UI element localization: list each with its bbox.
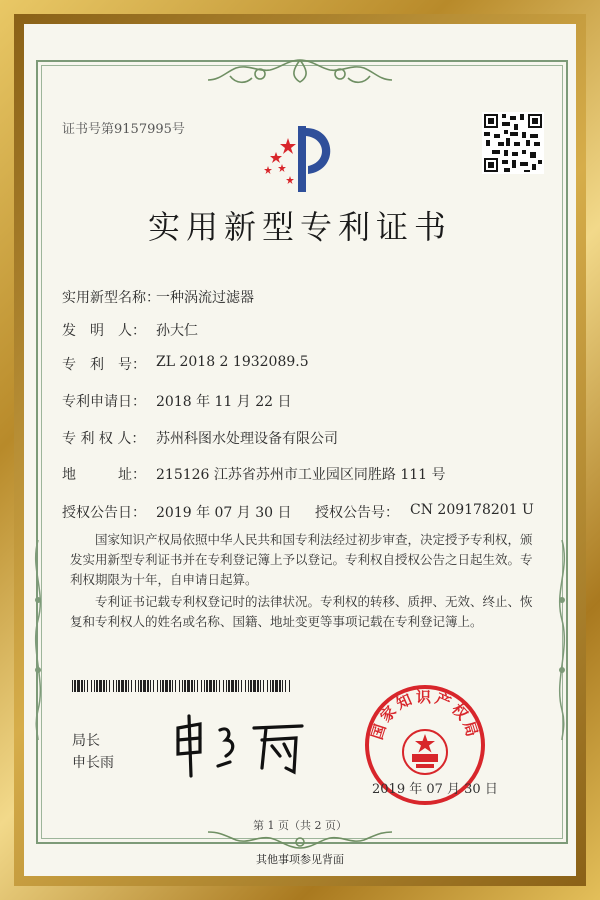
field-label: 实用新型名称： [62, 290, 160, 306]
field-value: 一种涡流过滤器 [156, 290, 254, 306]
grant-pub-value: CN 209178201 U [410, 502, 534, 518]
director-title: 局长 [72, 733, 100, 749]
field-value: 215126 江苏省苏州市工业园区同胜路 111 号 [156, 467, 446, 483]
field-value: 2018 年 11 月 22 日 [156, 394, 292, 410]
field-value: 苏州科图水处理设备有限公司 [156, 431, 338, 447]
field-label: 地 址： [62, 467, 146, 483]
svg-text:国家知识产权局 [368, 688, 482, 742]
seal-text: 国家知识产权局 [367, 688, 483, 742]
grant-pub-label: 授权公告号： [315, 505, 399, 521]
field-label: 专利申请日： [62, 394, 146, 410]
cnipa-logo-icon [254, 118, 346, 198]
top-ornament-icon [200, 52, 400, 92]
footer-note: 其他事项参见背面 [256, 853, 344, 866]
barcode-icon [72, 680, 292, 692]
seal-date: 2019 年 07 月 30 日 [372, 782, 498, 797]
grant-date-value: 2019 年 07 月 30 日 [156, 505, 292, 521]
certificate-number: 证书号第9157995号 [62, 122, 185, 137]
field-value: 孙大仁 [156, 323, 198, 339]
field-label: 发 明 人： [62, 323, 146, 339]
grant-date-label: 授权公告日： [62, 505, 146, 521]
field-label: 专 利 权 人： [62, 431, 146, 447]
field-value: ZL 2018 2 1932089.5 [156, 354, 309, 370]
handwritten-signature-icon [170, 710, 310, 780]
left-ornament-icon [28, 540, 48, 740]
certificate-title: 实用新型专利证书 [147, 208, 452, 246]
legal-status-paragraph: 专利证书记载专利权登记时的法律状况。专利权的转移、质押、无效、终止、恢复和专利权人的姓名或名称、国籍、地址变更等事项记载在专利登记簿上。 [70, 594, 533, 629]
field-label: 专 利 号： [62, 357, 146, 373]
declaration-paragraph: 国家知识产权局依照中华人民共和国专利法经过初步审查，决定授予专利权，颁发实用新型专利证书并在专利登记簿上予以登记。专利权自授权公告之日起生效。专利权期限为十年，自申请日起算。 [70, 532, 533, 587]
page-indicator: 第 1 页（共 2 页） [253, 819, 347, 832]
qr-code-icon [482, 112, 544, 174]
director-name: 申长雨 [72, 755, 114, 771]
right-ornament-icon [552, 540, 572, 740]
